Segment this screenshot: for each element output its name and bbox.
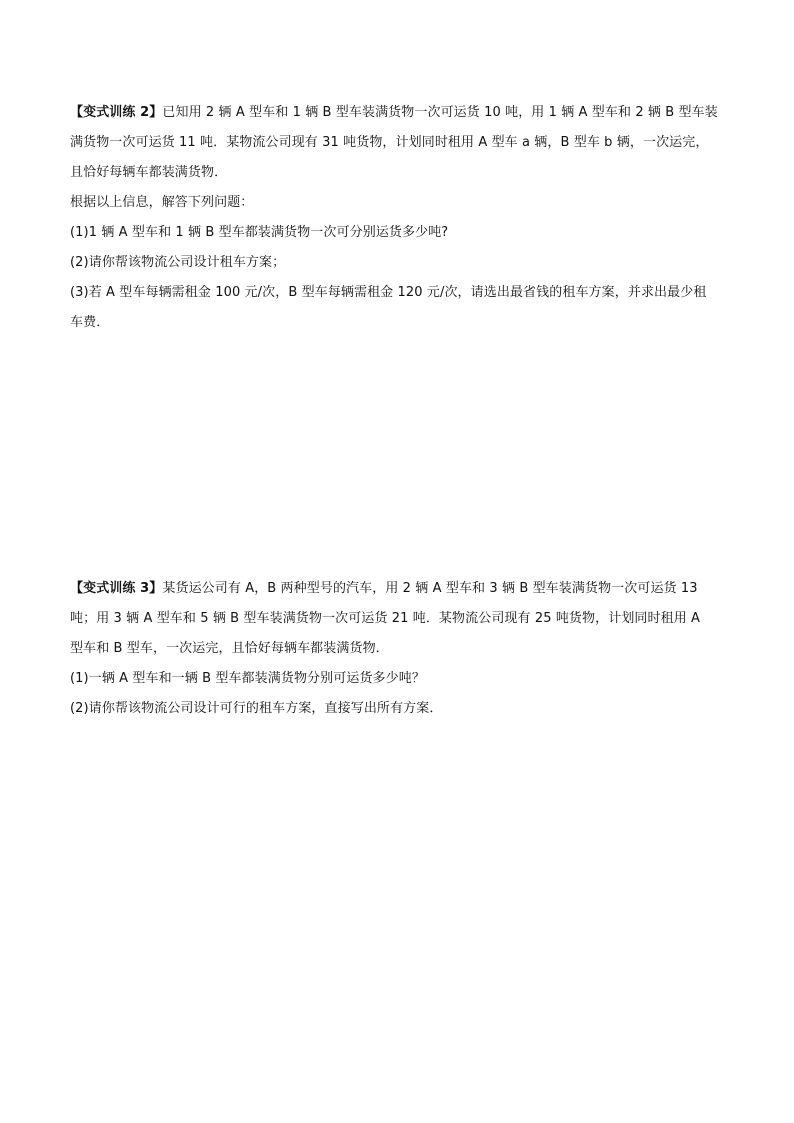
question-1: (1)1 辆 A 型车和 1 辆 B 型车都装满货物一次可分别运货多少吨? — [70, 225, 449, 240]
problem-tag: 【变式训练 3】 — [70, 581, 163, 596]
problem-line: 根据以上信息，解答下列问题： — [70, 195, 254, 210]
problem-variant-3 — [70, 574, 732, 724]
problem-line: 且恰好每辆车都装满货物． — [70, 165, 228, 180]
question-1: (1)一辆 A 型车和一辆 B 型车都装满货物分别可运货多少吨？ — [70, 671, 425, 686]
problem-variant-2 — [70, 98, 732, 338]
problem-line — [70, 574, 732, 604]
problem-text: 已知用 2 辆 A 型车和 1 辆 B 型车装满货物一次可运货 10 吨，用 1 辆 A 型车和 2 辆 B 型车装 — [162, 105, 718, 120]
problem-line: 型车和 B 型车，一次运完，且恰好每辆车都装满货物． — [70, 641, 389, 656]
problem-line — [70, 98, 732, 128]
problem-line: 吨；用 3 辆 A 型车和 5 辆 B 型车装满货物一次可运货 21 吨．某物流公司现有 25 吨货物，计划同时租用 A — [70, 611, 701, 626]
question-3: (3)若 A 型车每辆需租金 100 元/次，B 型车每辆需租金 120 元/次，请选出最省钱的租车方案，并求出最少租 — [70, 285, 707, 300]
question-2: (2)请你帮该物流公司设计可行的租车方案，直接写出所有方案． — [70, 701, 443, 716]
problem-tag: 【变式训练 2】 — [70, 105, 163, 120]
problem-text: 某货运公司有 A，B 两种型号的汽车，用 2 辆 A 型车和 3 辆 B 型车装满货物一次可运货 13 — [162, 581, 698, 596]
question-3-continued: 车费． — [70, 315, 110, 330]
question-2: (2)请你帮该物流公司设计租车方案； — [70, 255, 286, 270]
problem-line: 满货物一次可运货 11 吨．某物流公司现有 31 吨货物，计划同时租用 A 型车 a 辆，B 型车 b 辆，一次运完， — [70, 135, 709, 150]
